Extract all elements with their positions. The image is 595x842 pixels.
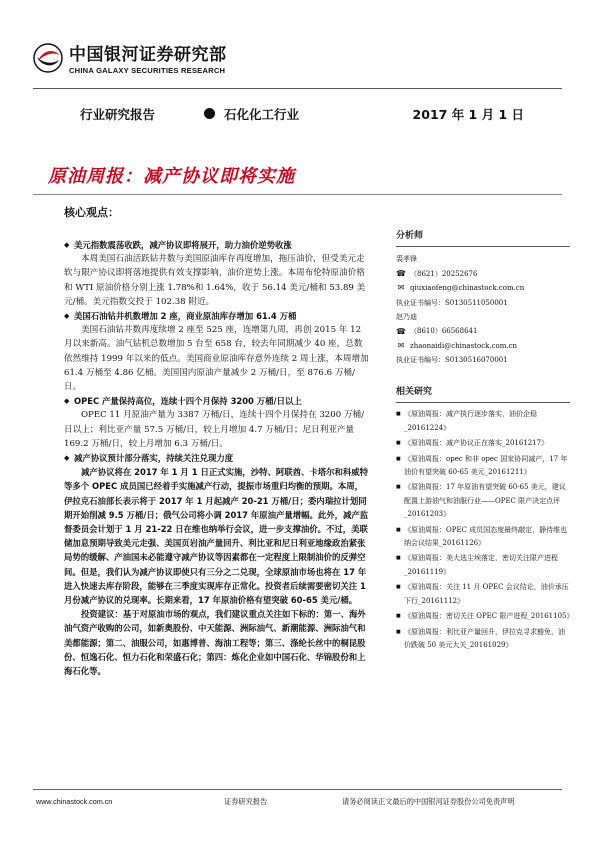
- section-heading: ◆ OPEC 产量保持高位，连续十四个月保持 3200 万桶/日以上: [64, 394, 370, 408]
- email-icon: ✉: [397, 283, 405, 293]
- square-bullet-icon: ■: [396, 628, 401, 635]
- report-date: 2017 年 1 月 1 日: [412, 106, 524, 122]
- square-bullet-icon: ■: [396, 484, 401, 491]
- paragraph: 本周美国石油活跃钻井数与美国原油库存再度增加，拖压油价，但受美元走软与限产协议即将落地提供有效支撑影响，油价逆势上涨。本周布伦特原油价格和 WTI 原油价格分别上涨 1.78%和 1.64%，收于 56.14 美元/桶和 53.89 美元/桶。美元指数交投于 102.38 附近。: [64, 254, 366, 307]
- contact-row: ☎ （8621）20252676: [396, 269, 478, 279]
- footer-disclaimer: 请务必阅读正文最后的中国银河证券股份公司免责声明: [342, 797, 515, 806]
- contact-row: ✉ zhaonaidi@chinastock.com.cn: [397, 341, 518, 351]
- industry-label: 石化化工行业: [224, 106, 300, 122]
- core-views-heading: 核心观点：: [64, 206, 119, 219]
- related-item[interactable]: [396, 610, 574, 623]
- company-name-en: CHINA GALAXY SECURITIES RESEARCH: [69, 66, 226, 75]
- related-item[interactable]: [396, 552, 570, 579]
- related-item[interactable]: [396, 437, 570, 450]
- phone-icon: ☎: [396, 326, 406, 336]
- footer-website[interactable]: www.chinastock.com.cn: [36, 797, 113, 806]
- square-bullet-icon: ■: [396, 555, 401, 562]
- diamond-bullet-icon: ◆: [64, 454, 70, 463]
- galaxy-logo-icon: [33, 43, 63, 73]
- square-bullet-icon: ■: [396, 584, 401, 591]
- diamond-bullet-icon: ◆: [64, 397, 70, 406]
- divider: [396, 246, 570, 247]
- diamond-bullet-icon: ◆: [64, 312, 70, 321]
- analyst-panel: [396, 229, 570, 368]
- related-item-label: 《原油周报：OPEC 成员国态度最终敲定，静待维也纳会议结果_20161126》: [404, 525, 568, 548]
- square-bullet-icon: ■: [396, 411, 401, 418]
- related-research-panel: [396, 385, 574, 654]
- section-heading: ◆ 减产协议预计部分落实，持续关注兑现力度: [64, 451, 370, 465]
- square-bullet-icon: ■: [396, 440, 401, 447]
- related-item-label: 《原油周报：17 年原油有望突破 60-65 美元，建议配置上游油气和油服行业——OPEC 限产决定点评_20161203》: [404, 483, 566, 519]
- analyst-name: 赵乃迪: [396, 313, 417, 322]
- related-item[interactable]: [396, 581, 570, 608]
- phone-icon: ☎: [396, 269, 406, 279]
- contact-row: ✉ qiuxiaofeng@chinastock.com.cn: [397, 283, 525, 293]
- diamond-bullet-icon: ◆: [64, 241, 70, 249]
- related-item[interactable]: [396, 408, 570, 435]
- email-icon: ✉: [397, 341, 405, 351]
- investment-advice: 投资建议：基于对原油市场的观点，我们建议重点关注如下标的：第一、海外油气资产收购的公司，如新奥股份、中天能源、洲际油气、新潮能源、洲际油气和美都能源；第二、油服公司，如惠博普、海油工程等；第三、涤纶长丝中的桐昆股份、恒逸石化、恒力石化和荣盛石化；第四：炼化企业如中国石化、华锦股份和上海石化等。: [64, 609, 366, 677]
- related-item[interactable]: [396, 524, 570, 551]
- company-name-cn: 中国银河证券研究部: [69, 45, 227, 65]
- license-number: 执业证书编号：S0130511050001: [396, 298, 508, 307]
- main-content: [64, 238, 370, 678]
- analyst-heading: 分析师: [396, 231, 424, 241]
- related-item[interactable]: [396, 626, 570, 653]
- related-list: [396, 408, 574, 652]
- paragraph: 减产协议将在 2017 年 1 月 1 日正式实施，沙特、阿联酋、卡塔尔和科威特等多个 OPEC 成员国已经着手实施减产行动，提振市场重归均衡的预期。本周，伊拉克石油部长表示将于 2017 年 1 月起减产 20-21 万桶/日；委内瑞拉计划同期开始削减 9.5 万桶/日；俄气公司将小调 2017 年原油产量增幅。此外，减产监督委员会计划于 1 月 21-22 日在维也纳举行会议，进一步支撑油价。不过，美联储加息预期导致美元走强、美国页岩油产量回升、利比亚和尼日利亚地缘政治紧张局势的缓解、产油国未必能遵守减产协议等因素都在一定程度上限制油价的反弹空间。但是，我们认为减产协议即使只有三分之二兑现，全球原油市场也将在 17 年进入快速去库存阶段，能够在三季度实现库存正常化。投资者后续需要密切关注 1 月份减产协议的兑现率。长期来看，17 年原油价格有望突破 60-65 美元/桶。: [64, 467, 369, 606]
- header-divider: [33, 88, 562, 89]
- company-logo: [33, 40, 227, 75]
- related-item-label: 《原油周报：利比亚产量回升，伊拉克寻求豁免，油价跌破 50 美元大关_20161029》: [404, 627, 565, 649]
- related-item[interactable]: [396, 453, 570, 480]
- square-bullet-icon: ■: [396, 613, 401, 620]
- related-heading: 相关研究: [396, 387, 433, 397]
- footer-label: 证券研究报告: [224, 797, 268, 806]
- section-heading: ◆ 美国石油钻井机数增加 2 座，商业原油库存增加 61.4 万桶: [64, 309, 370, 323]
- license-number: 执业证书编号：S0130516070001: [396, 356, 508, 365]
- related-item-label: 《原油周报：opec 和非 opec 国家协同减产，17 年油价有望突破 60-65 美元_20161211》: [404, 454, 568, 477]
- divider: [396, 402, 570, 403]
- report-header-bar: [60, 102, 530, 125]
- related-item-label: 《原油周报：美大选尘埃落定，密切关注限产进程_20161119》: [404, 554, 558, 576]
- section-heading: ◆ 美元指数震荡收跌，减产协议即将展开，助力油价逆势收涨: [64, 238, 370, 252]
- bullet-dot-icon: [204, 108, 215, 119]
- square-bullet-icon: ■: [396, 526, 401, 533]
- related-item-label: 《原油周报：减产协议正在落实_20161217》: [404, 439, 549, 448]
- related-item[interactable]: [396, 481, 570, 521]
- report-type: 行业研究报告: [80, 106, 156, 122]
- paragraph: OPEC 11 月原油产量为 3387 万桶/日，连续十四个月保持在 3200 万桶/日以上；利比亚产量 57.5 万桶/日，较上月增加 4.7 万桶/日；尼日利亚产量 169.2 万桶/日，较上月增加 6.3 万桶/日。: [64, 410, 365, 449]
- square-bullet-icon: ■: [396, 455, 401, 462]
- contact-row: ☎ （8610）66568641: [396, 326, 478, 336]
- analyst-name: 裘孝锋: [396, 255, 417, 264]
- related-item-label: 《原油周报：减产执行逐步落实，油价企稳_20161224》: [404, 410, 537, 432]
- related-item-label: 《原油周报：密切关注 OPEC 限产进程_20161105》: [404, 612, 574, 621]
- footer-divider: [33, 789, 562, 790]
- related-item-label: 《原油周报：关注 11 月 OPEC 会议结论，油价承压下行_20161112》: [404, 583, 569, 605]
- report-title: 原油周报：减产协议即将实施: [48, 166, 295, 187]
- title-divider: [33, 194, 562, 195]
- paragraph: 美国石油钻井数再度续增 2 座至 525 座，连增第九周，再创 2015 年 12 月以来新高。油气钻机总数增加 5 台至 658 台，较去年同期减少 40 座，总数依然维持 1999 年以来的低点。美国商业原油库存意外连续 2 周上涨，本周增加 61.4 万桶至 4.86 亿桶。美国国内原油产量减少 2 万桶/日，至 876.6 万桶/日。: [64, 325, 369, 393]
